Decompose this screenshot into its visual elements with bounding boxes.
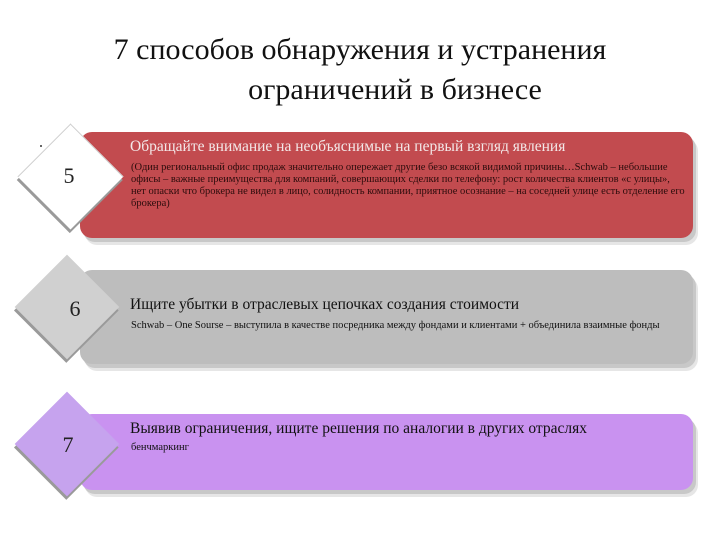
- step-7-number: 7: [62, 432, 74, 457]
- title-line-1: 7 способов обнаружения и устранения: [113, 33, 607, 66]
- step-5-number: 5: [63, 163, 75, 188]
- title-line-2: ограничений в бизнесе: [248, 73, 542, 106]
- step-6-heading: Ищите убытки в отраслевых цепочках создания стоимости: [130, 296, 520, 313]
- page-title: [40, 30, 680, 110]
- step-5-detail: (Один региональный офис продаж значительно опережает другие безо всякой видимой причины…Schwab – небольшие офисы – важные преимущества для компаний, совершающих сделки по телефону: рост количества клиентов «с улицы», нет опаски что брокера не видел в лицо, солидность компании, приятное осознание – на соседней улице есть отделение его брокера): [131, 162, 685, 209]
- step-6-detail: Schwab – One Sourse – выступила в качестве посредника между фондами и клиентами + объединила взаимные фонды: [131, 320, 660, 331]
- step-6-number: 6: [69, 296, 81, 321]
- decorative-dot: [40, 145, 42, 147]
- step-5-heading: Обращайте внимание на необъяснимые на первый взгляд явления: [130, 138, 566, 155]
- step-6-band: [80, 270, 693, 364]
- step-7-heading: Выявив ограничения, ищите решения по аналогии в других отраслях: [130, 420, 587, 437]
- step-7-detail: бенчмаркинг: [131, 442, 189, 453]
